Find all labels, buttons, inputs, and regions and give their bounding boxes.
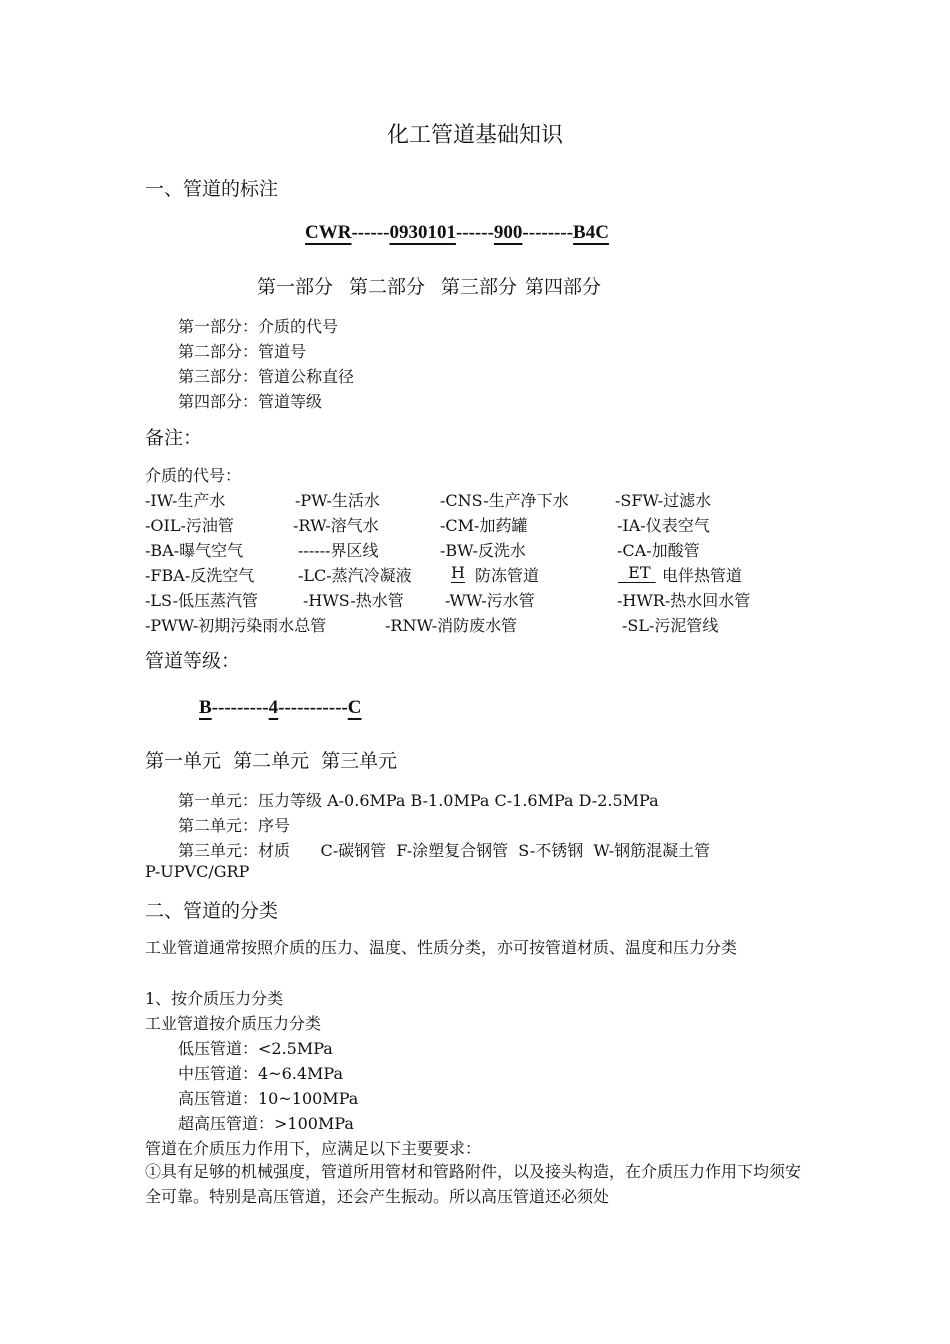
legend-item: -CA-加酸管	[617, 541, 700, 560]
legend-item: -PWW-初期污染雨水总管	[145, 616, 327, 635]
legend-item: 电伴热管道	[662, 566, 743, 585]
requirements-heading: 管道在介质压力作用下，应满足以下主要要求：	[145, 1139, 482, 1158]
legend-item: -BW-反洗水	[440, 541, 526, 560]
legend-item: -HWS-热水管	[303, 591, 404, 610]
requirement-1-paragraph: ①具有足够的机械强度，管道所用管材和管路附件，以及接头构造，在介质压力作用下均须安全可靠。特别是高压管道，还会产生振动。所以高压管道还必须处	[145, 1162, 802, 1206]
pressure-class: 高压管道：10~100MPa	[178, 1089, 359, 1108]
intro-paragraph: 工业管道通常按照介质的压力、温度、性质分类，亦可按管道材质、温度和压力分类	[145, 938, 738, 957]
item-1-heading: 1、按介质压力分类	[145, 989, 284, 1008]
part-desc-3: 第三部分：管道公称直径	[178, 367, 355, 386]
grade-sep-1: ---------	[211, 697, 269, 718]
unit-desc-3-wrap: P-UPVC/GRP	[145, 862, 250, 881]
legend-item: -SFW-过滤水	[615, 491, 712, 510]
legend-item: -OIL-污油管	[145, 516, 234, 535]
note-heading: 备注：	[145, 427, 203, 449]
legend-code-et	[618, 563, 656, 582]
legend-item: -RNW-消防废水管	[385, 616, 518, 635]
grade-heading: 管道等级：	[145, 650, 241, 672]
grade-code-example	[199, 697, 361, 719]
legend-item: -IA-仪表空气	[617, 516, 710, 535]
grade-sep-2: -----------	[278, 697, 348, 718]
pressure-class: 中压管道：4~6.4MPa	[178, 1064, 344, 1083]
part-desc-4: 第四部分：管道等级	[178, 392, 323, 411]
legend-item: -CNS-生产净下水	[440, 491, 569, 510]
code-part-3: 900	[493, 222, 523, 243]
legend-item: -PW-生活水	[295, 491, 380, 510]
legend-item: -WW-污水管	[445, 591, 535, 610]
legend-item: ------界区线	[298, 541, 379, 560]
legend-code-h: H	[451, 563, 465, 582]
medium-code-heading: 介质的代号：	[145, 466, 242, 485]
part-desc-2: 第二部分：管道号	[178, 342, 307, 361]
legend-item: 防冻管道	[475, 566, 540, 585]
legend-item: -FBA-反洗空气	[145, 566, 255, 585]
legend-item: -RW-溶气水	[293, 516, 379, 535]
section-heading-labeling: 一、管道的标注	[145, 178, 279, 200]
code-part-1: CWR	[305, 222, 352, 243]
unit-desc-2: 第二单元：序号	[178, 816, 291, 835]
legend-item: -IW-生产水	[145, 491, 226, 510]
legend-item: -LC-蒸汽冷凝液	[298, 566, 412, 585]
legend-item: -CM-加药罐	[440, 516, 528, 535]
unit-desc-1: 第一单元：压力等级 A-0.6MPa B-1.0MPa C-1.6MPa D-2.5MPa	[178, 791, 659, 810]
legend-item: -HWR-热水回水管	[617, 591, 751, 610]
part-label-3: 第三部分	[441, 276, 518, 298]
item-1-subheading: 工业管道按介质压力分类	[145, 1014, 322, 1033]
part-label-2: 第二部分	[349, 276, 426, 298]
grade-unit-1: B	[199, 697, 212, 718]
grade-units-labels: 第一单元 第二单元 第三单元	[145, 750, 398, 772]
code-sep-1: ------	[351, 222, 390, 243]
pressure-class: 低压管道：<2.5MPa	[178, 1039, 333, 1058]
legend-item: -BA-曝气空气	[145, 541, 244, 560]
grade-unit-2: 4	[268, 697, 279, 718]
part-label-1: 第一部分	[257, 276, 334, 298]
section-heading-classification: 二、管道的分类	[145, 900, 279, 922]
pipe-code-example	[0, 222, 914, 244]
code-part-4: B4C	[573, 222, 609, 243]
legend-item: -LS-低压蒸汽管	[145, 591, 258, 610]
code-parts-labels	[257, 272, 617, 299]
grade-unit-3: C	[347, 697, 362, 718]
code-part-2: 0930101	[389, 222, 456, 243]
part-label-4: 第四部分	[525, 276, 602, 298]
page-title: 化工管道基础知识	[386, 123, 563, 148]
part-desc-1: 第一部分：介质的代号	[178, 317, 339, 336]
unit-desc-3: 第三单元：材质 C-碳钢管 F-涂塑复合钢管 S-不锈钢 W-钢筋混凝土管	[178, 841, 711, 860]
code-sep-3: --------	[522, 222, 574, 243]
code-sep-2: ------	[455, 222, 494, 243]
legend-code-et-text: ET	[628, 563, 651, 582]
pressure-class: 超高压管道：>100MPa	[178, 1114, 354, 1133]
legend-item: -SL-污泥管线	[622, 616, 719, 635]
